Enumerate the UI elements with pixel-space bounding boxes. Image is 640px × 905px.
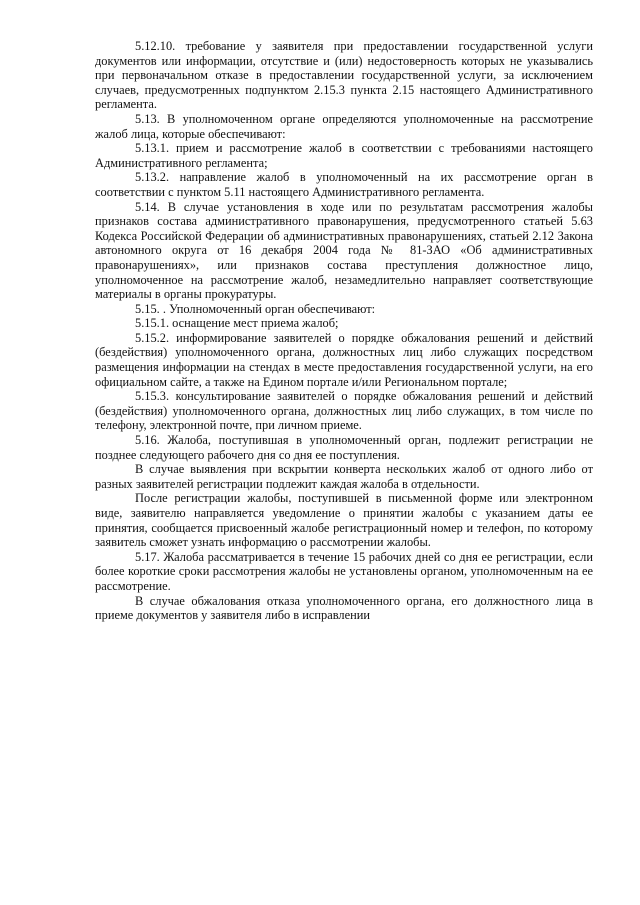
paragraph-5-17: 5.17. Жалоба рассматривается в течение 15 рабочих дней со дня ее регистрации, если более короткие сроки рассмотрения жалобы не установлены органом, уполномоченным на ее рассмотрение. bbox=[95, 549, 593, 593]
paragraph-5-13-2: 5.13.2. направление жалоб в уполномоченный на их рассмотрение орган в соответствии с пунктом 5.11 настоящего Административного регламента. bbox=[95, 170, 593, 199]
paragraph-5-15: 5.15. . Уполномоченный орган обеспечивают: bbox=[135, 301, 376, 316]
paragraph-5-17-refusal: В случае обжалования отказа уполномоченного органа, его должностного лица в приеме документов у заявителя либо в исправлении bbox=[95, 593, 593, 623]
paragraph-5-16-envelope: В случае выявления при вскрытии конверта нескольких жалоб от одного либо от разных заявителей регистрации подлежит каждая жалоба в отдельности. bbox=[95, 462, 593, 491]
paragraph-5-13: 5.13. В уполномоченном органе определяются уполномоченные на рассмотрение жалоб лица, которые обеспечивают: bbox=[95, 111, 593, 141]
document-page bbox=[95, 39, 593, 623]
paragraph-5-13-1: 5.13.1. прием и рассмотрение жалоб в соответствии с требованиями настоящего Административного регламента; bbox=[95, 141, 593, 170]
paragraph-5-15-2: 5.15.2. информирование заявителей о порядке обжалования решений и действий (бездействия) уполномоченного органа, должностных лиц либо служащих посредством размещения информации на стендах в месте предоставления государственной услуги, на его официальном сайте, а также на Едином портале и/или Региональном портале; bbox=[95, 330, 593, 389]
paragraph-5-14: 5.14. В случае установления в ходе или по результатам рассмотрения жалобы признаков состава административного правонарушения, предусмотренного статьей 5.63 Кодекса Российской Федерации об административных правонарушениях, статьей 2.12 Закона автономного округа от 16 декабря 2004 года № 81-ЗАО «Об административных правонарушениях», или признаков состава преступления должностное лицо, уполномоченное на рассмотрение жалоб, незамедлительно направляет соответствующие материалы в органы прокуратуры. bbox=[95, 199, 593, 302]
paragraph-5-16-registration: После регистрации жалобы, поступившей в письменной форме или электронном виде, заявителю направляется уведомление о принятии жалобы с указанием даты ее принятия, сообщается присвоенный жалобе регистрационный номер и телефон, по которому заявитель сможет узнать информацию о рассмотрении жалобы. bbox=[95, 491, 593, 550]
paragraph-5-15-3: 5.15.3. консультирование заявителей о порядке обжалования решений и действий (бездействия) уполномоченного органа, должностных лиц либо служащих, в том числе по телефону, электронной почте, при личном приеме. bbox=[95, 389, 593, 433]
paragraph-5-12-10: 5.12.10. требование у заявителя при предоставлении государственной услуги документов или информации, отсутствие и (или) недостоверность которых не указывались при первоначальном отказе в предоставлении государственной услуги, за исключением случаев, предусмотренных подпунктом 2.15.3 пункта 2.15 настоящего Административного регламента. bbox=[95, 39, 593, 112]
paragraph-5-16: 5.16. Жалоба, поступившая в уполномоченный орган, подлежит регистрации не позднее следующего рабочего дня со дня ее поступления. bbox=[95, 433, 593, 462]
paragraph-5-15-1: 5.15.1. оснащение мест приема жалоб; bbox=[135, 316, 339, 331]
